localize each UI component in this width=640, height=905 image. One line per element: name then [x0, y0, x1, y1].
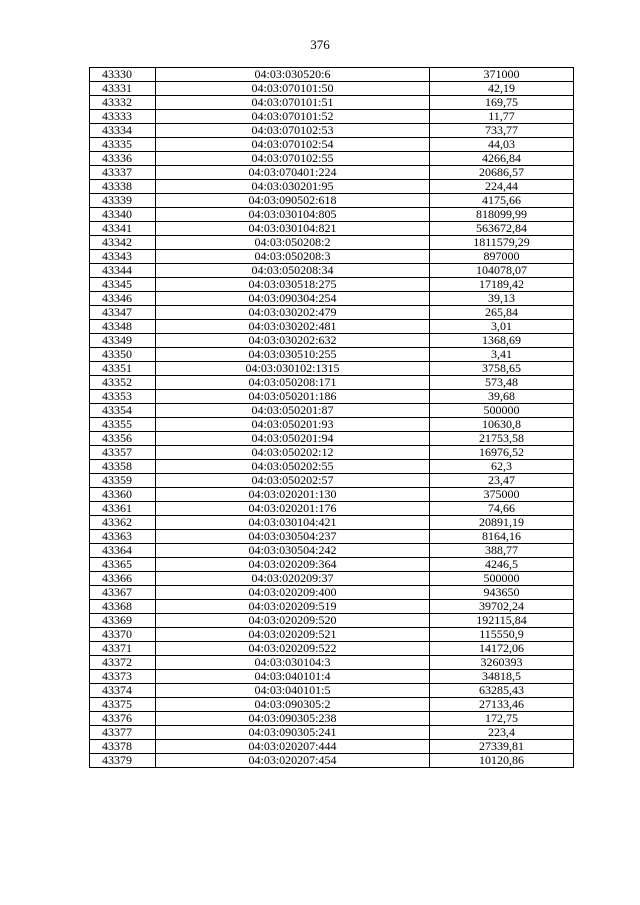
value-cell: 388,77: [430, 544, 574, 558]
cadastral-number-cell: 04:03:090502:618: [156, 194, 430, 208]
cadastral-number-cell: 04:03:090305:2: [156, 698, 430, 712]
row-number-cell: 43347: [90, 306, 156, 320]
value-cell: 371000: [430, 68, 574, 82]
row-number-cell: 43354: [90, 404, 156, 418]
value-cell: 16976,52: [430, 446, 574, 460]
table-row: [90, 138, 574, 152]
table-row: [90, 516, 574, 530]
cadastral-number-cell: 04:03:040101:5: [156, 684, 430, 698]
cadastral-number-cell: 04:03:030520:6: [156, 68, 430, 82]
value-cell: 42,19: [430, 82, 574, 96]
row-number-cell: 43338: [90, 180, 156, 194]
value-cell: 224,44: [430, 180, 574, 194]
table-row: [90, 208, 574, 222]
table-row: [90, 530, 574, 544]
table-row: [90, 222, 574, 236]
table-row: [90, 544, 574, 558]
value-cell: 169,75: [430, 96, 574, 110]
table-row: [90, 670, 574, 684]
value-cell: 10120,86: [430, 754, 574, 768]
cadastral-number-cell: 04:03:030104:805: [156, 208, 430, 222]
row-number-cell: 43345: [90, 278, 156, 292]
row-number-cell: 43356: [90, 432, 156, 446]
row-number-cell: 43364: [90, 544, 156, 558]
row-number-cell: 43365: [90, 558, 156, 572]
value-cell: 4175,66: [430, 194, 574, 208]
table-row: [90, 460, 574, 474]
table-row: [90, 180, 574, 194]
cadastral-number-cell: 04:03:050208:34: [156, 264, 430, 278]
table-row: [90, 348, 574, 362]
value-cell: 20891,19: [430, 516, 574, 530]
row-number-cell: 43371: [90, 642, 156, 656]
value-cell: 500000: [430, 572, 574, 586]
row-number-cell: 43343: [90, 250, 156, 264]
row-number-cell: 43357: [90, 446, 156, 460]
table-row: [90, 110, 574, 124]
value-cell: 897000: [430, 250, 574, 264]
cadastral-number-cell: 04:03:030202:481: [156, 320, 430, 334]
table-row: [90, 166, 574, 180]
cadastral-number-cell: 04:03:030104:821: [156, 222, 430, 236]
value-cell: 23,47: [430, 474, 574, 488]
table-row: [90, 418, 574, 432]
table-row: [90, 726, 574, 740]
value-cell: 10630,8: [430, 418, 574, 432]
table-row: [90, 362, 574, 376]
value-cell: 4246,5: [430, 558, 574, 572]
row-number-cell: 43370: [90, 628, 156, 642]
value-cell: 375000: [430, 488, 574, 502]
value-cell: 818099,99: [430, 208, 574, 222]
row-number-cell: 43362: [90, 516, 156, 530]
cadastral-number-cell: 04:03:050202:55: [156, 460, 430, 474]
row-number-cell: 43351: [90, 362, 156, 376]
cadastral-number-cell: 04:03:050202:12: [156, 446, 430, 460]
cadastral-number-cell: 04:03:030510:255: [156, 348, 430, 362]
table-row: [90, 642, 574, 656]
value-cell: 223,4: [430, 726, 574, 740]
cadastral-number-cell: 04:03:020209:522: [156, 642, 430, 656]
table-row: [90, 614, 574, 628]
cadastral-number-cell: 04:03:070101:51: [156, 96, 430, 110]
cadastral-number-cell: 04:03:030202:632: [156, 334, 430, 348]
table-row: [90, 68, 574, 82]
cadastral-number-cell: 04:03:030202:479: [156, 306, 430, 320]
table-row: [90, 712, 574, 726]
value-cell: 172,75: [430, 712, 574, 726]
cadastral-number-cell: 04:03:070101:50: [156, 82, 430, 96]
row-number-cell: 43368: [90, 600, 156, 614]
table-row: [90, 292, 574, 306]
row-number-cell: 43363: [90, 530, 156, 544]
row-number-cell: 43367: [90, 586, 156, 600]
table-row: [90, 558, 574, 572]
value-cell: 39,13: [430, 292, 574, 306]
table-row: [90, 250, 574, 264]
value-cell: 3758,65: [430, 362, 574, 376]
row-number-cell: 43358: [90, 460, 156, 474]
row-number-cell: 43359: [90, 474, 156, 488]
value-cell: 3,41: [430, 348, 574, 362]
row-number-cell: 43344: [90, 264, 156, 278]
table-row: [90, 236, 574, 250]
page-number: 376: [310, 37, 330, 52]
cadastral-number-cell: 04:03:020209:520: [156, 614, 430, 628]
value-cell: 1811579,29: [430, 236, 574, 250]
row-number-cell: 43369: [90, 614, 156, 628]
table-row: [90, 320, 574, 334]
value-cell: 265,84: [430, 306, 574, 320]
value-cell: 563672,84: [430, 222, 574, 236]
row-number-cell: 43376: [90, 712, 156, 726]
cadastral-number-cell: 04:03:050201:94: [156, 432, 430, 446]
row-number-cell: 43331: [90, 82, 156, 96]
row-number-cell: 43366: [90, 572, 156, 586]
table-row: [90, 96, 574, 110]
row-number-cell: 43340: [90, 208, 156, 222]
table-row: [90, 628, 574, 642]
value-cell: 20686,57: [430, 166, 574, 180]
value-cell: 17189,42: [430, 278, 574, 292]
row-number-cell: 43339: [90, 194, 156, 208]
value-cell: 104078,07: [430, 264, 574, 278]
row-number-cell: 43355: [90, 418, 156, 432]
value-cell: 39,68: [430, 390, 574, 404]
cadastral-number-cell: 04:03:020209:519: [156, 600, 430, 614]
row-number-cell: 43373: [90, 670, 156, 684]
cadastral-number-cell: 04:03:020207:454: [156, 754, 430, 768]
table-row: [90, 572, 574, 586]
value-cell: 500000: [430, 404, 574, 418]
cadastral-number-cell: 04:03:030104:3: [156, 656, 430, 670]
table-row: [90, 586, 574, 600]
row-number-cell: 43335: [90, 138, 156, 152]
cadastral-number-cell: 04:03:070102:54: [156, 138, 430, 152]
value-cell: 573,48: [430, 376, 574, 390]
cadastral-number-cell: 04:03:050208:171: [156, 376, 430, 390]
table-row: [90, 404, 574, 418]
cadastral-number-cell: 04:03:070101:52: [156, 110, 430, 124]
value-cell: 192115,84: [430, 614, 574, 628]
table-row: [90, 684, 574, 698]
row-number-cell: 43353: [90, 390, 156, 404]
table-row: [90, 656, 574, 670]
cadastral-number-cell: 04:03:020209:364: [156, 558, 430, 572]
row-number-cell: 43346: [90, 292, 156, 306]
cadastral-number-cell: 04:03:020207:444: [156, 740, 430, 754]
value-cell: 74,66: [430, 502, 574, 516]
table-row: [90, 334, 574, 348]
cadastral-number-cell: 04:03:050201:93: [156, 418, 430, 432]
row-number-cell: 43379: [90, 754, 156, 768]
table-row: [90, 278, 574, 292]
cadastral-number-cell: 04:03:070102:55: [156, 152, 430, 166]
registry-table-body: [90, 68, 574, 768]
table-row: [90, 306, 574, 320]
table-row: [90, 376, 574, 390]
table-row: [90, 698, 574, 712]
table-row: [90, 474, 574, 488]
row-number-cell: 43360: [90, 488, 156, 502]
row-number-cell: 43330: [90, 68, 156, 82]
cadastral-number-cell: 04:03:050201:87: [156, 404, 430, 418]
cadastral-number-cell: 04:03:030104:421: [156, 516, 430, 530]
value-cell: 3260393: [430, 656, 574, 670]
cadastral-number-cell: 04:03:030504:237: [156, 530, 430, 544]
value-cell: 943650: [430, 586, 574, 600]
value-cell: 115550,9: [430, 628, 574, 642]
cadastral-number-cell: 04:03:020209:521: [156, 628, 430, 642]
value-cell: 11,77: [430, 110, 574, 124]
table-row: [90, 390, 574, 404]
table-row: [90, 600, 574, 614]
value-cell: 14172,06: [430, 642, 574, 656]
row-number-cell: 43352: [90, 376, 156, 390]
table-row: [90, 152, 574, 166]
row-number-cell: 43377: [90, 726, 156, 740]
value-cell: 44,03: [430, 138, 574, 152]
row-number-cell: 43332: [90, 96, 156, 110]
row-number-cell: 43341: [90, 222, 156, 236]
cadastral-number-cell: 04:03:050208:3: [156, 250, 430, 264]
value-cell: 3,01: [430, 320, 574, 334]
row-number-cell: 43337: [90, 166, 156, 180]
value-cell: 4266,84: [430, 152, 574, 166]
row-number-cell: 43348: [90, 320, 156, 334]
registry-table: [89, 67, 574, 768]
cadastral-number-cell: 04:03:050202:57: [156, 474, 430, 488]
row-number-cell: 43378: [90, 740, 156, 754]
table-row: [90, 432, 574, 446]
row-number-cell: 43349: [90, 334, 156, 348]
cadastral-number-cell: 04:03:090304:254: [156, 292, 430, 306]
table-row: [90, 124, 574, 138]
row-number-cell: 43334: [90, 124, 156, 138]
row-number-cell: 43374: [90, 684, 156, 698]
cadastral-number-cell: 04:03:050201:186: [156, 390, 430, 404]
cadastral-number-cell: 04:03:090305:241: [156, 726, 430, 740]
cadastral-number-cell: 04:03:020209:400: [156, 586, 430, 600]
value-cell: 63285,43: [430, 684, 574, 698]
value-cell: 8164,16: [430, 530, 574, 544]
cadastral-number-cell: 04:03:030504:242: [156, 544, 430, 558]
value-cell: 62,3: [430, 460, 574, 474]
table-row: [90, 194, 574, 208]
table-row: [90, 488, 574, 502]
cadastral-number-cell: 04:03:050208:2: [156, 236, 430, 250]
row-number-cell: 43336: [90, 152, 156, 166]
cadastral-number-cell: 04:03:090305:238: [156, 712, 430, 726]
row-number-cell: 43350: [90, 348, 156, 362]
table-row: [90, 740, 574, 754]
value-cell: 733,77: [430, 124, 574, 138]
cadastral-number-cell: 04:03:040101:4: [156, 670, 430, 684]
table-row: [90, 82, 574, 96]
value-cell: 1368,69: [430, 334, 574, 348]
value-cell: 21753,58: [430, 432, 574, 446]
cadastral-number-cell: 04:03:070401:224: [156, 166, 430, 180]
cadastral-number-cell: 04:03:020209:37: [156, 572, 430, 586]
cadastral-number-cell: 04:03:030518:275: [156, 278, 430, 292]
value-cell: 27133,46: [430, 698, 574, 712]
row-number-cell: 43361: [90, 502, 156, 516]
cadastral-number-cell: 04:03:020201:130: [156, 488, 430, 502]
cadastral-number-cell: 04:03:020201:176: [156, 502, 430, 516]
table-row: [90, 502, 574, 516]
table-row: [90, 264, 574, 278]
row-number-cell: 43372: [90, 656, 156, 670]
table-row: [90, 754, 574, 768]
value-cell: 34818,5: [430, 670, 574, 684]
row-number-cell: 43333: [90, 110, 156, 124]
value-cell: 27339,81: [430, 740, 574, 754]
cadastral-number-cell: 04:03:030102:1315: [156, 362, 430, 376]
cadastral-number-cell: 04:03:070102:53: [156, 124, 430, 138]
row-number-cell: 43342: [90, 236, 156, 250]
table-row: [90, 446, 574, 460]
value-cell: 39702,24: [430, 600, 574, 614]
row-number-cell: 43375: [90, 698, 156, 712]
cadastral-number-cell: 04:03:030201:95: [156, 180, 430, 194]
